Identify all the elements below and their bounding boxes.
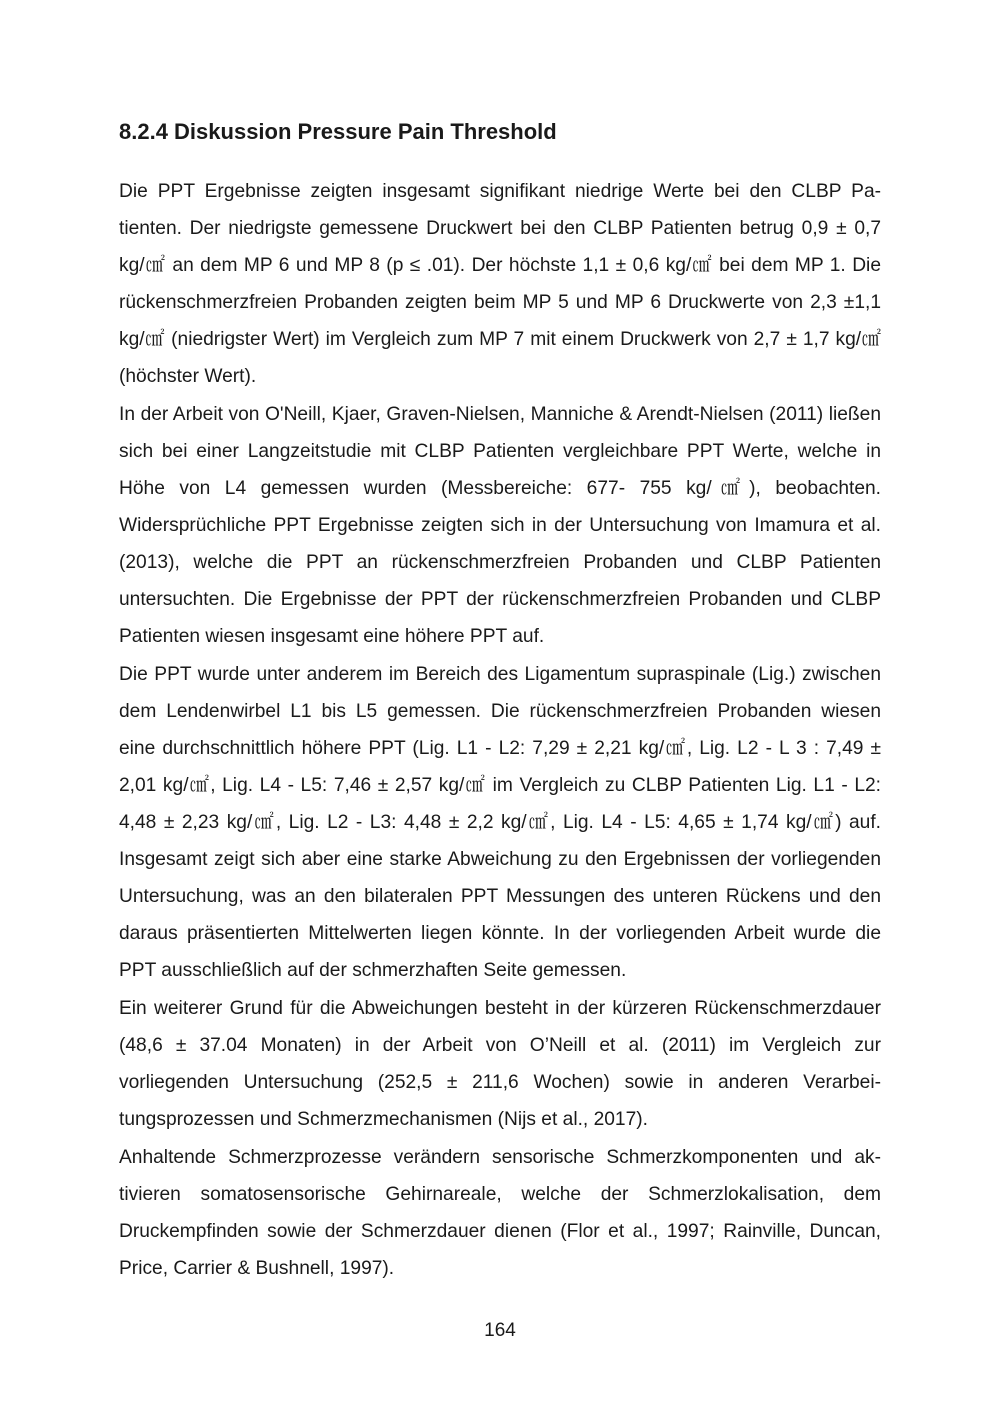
paragraph-deviation-reasons: Ein weiterer Grund für die Abweichungen besteht in der kürzeren Rückenschmerzdauer (48,6 ± 37.04 Monaten) in der Arbeit von O’Neill et al. (2011) im Vergleich zur vorliegenden Untersuchung (252,5 ± 211,6 Wochen) sowie in anderen Verarbeitungsprozessen und Schmerzmechanismen (Nijs et al., 2017). [119, 998, 881, 1130]
paragraph-ppt-results: Die PPT Ergebnisse zeigten insgesamt signifikant niedrige Werte bei den CLBP Patienten. Der niedrigste gemessene Druckwert bei den CLBP Patienten betrug 0,9 ± 0,7 kg/㎠ an dem MP 6 und MP 8 (p ≤ .01). Der höchste 1,1 ± 0,6 kg/㎠ bei dem MP 1. Die rückenschmerzfreien Probanden zeigten beim MP 5 und MP 6 Druckwerte von 2,3 ±1,1 kg/㎠ (niedrigster Wert) im Vergleich zum MP 7 mit einem Druckwerk von 2,7 ± 1,7 kg/㎠ (höchster Wert). [119, 181, 881, 387]
body-text [119, 173, 881, 1287]
section-heading: 8.2.4 Diskussion Pressure Pain Threshold [119, 119, 557, 144]
paragraph-ligamentum-measurements: Die PPT wurde unter anderem im Bereich des Ligamentum supraspinale (Lig.) zwischen dem Lendenwirbel L1 bis L5 gemessen. Die rückenschmerzfreien Probanden wiesen eine durchschnittlich höhere PPT (Lig. L1 - L2: 7,29 ± 2,21 kg/㎠, Lig. L2 - L 3 : 7,49 ± 2,01 kg/㎠, Lig. L4 - L5: 7,46 ± 2,57 kg/㎠ im Vergleich zu CLBP Patienten Lig. L1 - L2: 4,48 ± 2,23 kg/㎠, Lig. L2 - L3: 4,48 ± 2,2 kg/㎠, Lig. L4 - L5: 4,65 ± 1,74 kg/㎠) auf. Insgesamt zeigt sich aber eine starke Abweichung zu den Ergebnissen der vorliegenden Untersuchung, was an den bilateralen PPT Messungen des unteren Rückens und den daraus präsentierten Mittelwerten liegen könnte. In der vorliegenden Arbeit wurde die PPT ausschließlich auf der schmerzhaften Seite gemessen. [119, 664, 881, 981]
paragraph-oneill-comparison: In der Arbeit von O'Neill, Kjaer, Graven-Nielsen, Manniche & Arendt-Nielsen (2011) ließen sich bei einer Langzeitstudie mit CLBP Patienten vergleichbare PPT Werte, welche in Höhe von L4 gemessen wurden (Messbereiche: 677- 755 kg/㎠), beobachten. Widersprüchliche PPT Ergebnisse zeigten sich in der Untersuchung von Imamura et al. (2013), welche die PPT an rückenschmerzfreien Probanden und CLBP Patienten untersuchten. Die Ergebnisse der PPT der rückenschmerzfreien Probanden und CLBP Patienten wiesen insgesamt eine höhere PPT auf. [119, 404, 881, 647]
paragraph-pain-processes: Anhaltende Schmerzprozesse verändern sensorische Schmerzkomponenten und aktivieren somatosensorische Gehirnareale, welche der Schmerzlokalisation, dem Druckempfinden sowie der Schmerzdauer dienen (Flor et al., 1997; Rainville, Duncan, Price, Carrier & Bushnell, 1997). [119, 1147, 881, 1279]
page-number: 164 [484, 1320, 516, 1341]
